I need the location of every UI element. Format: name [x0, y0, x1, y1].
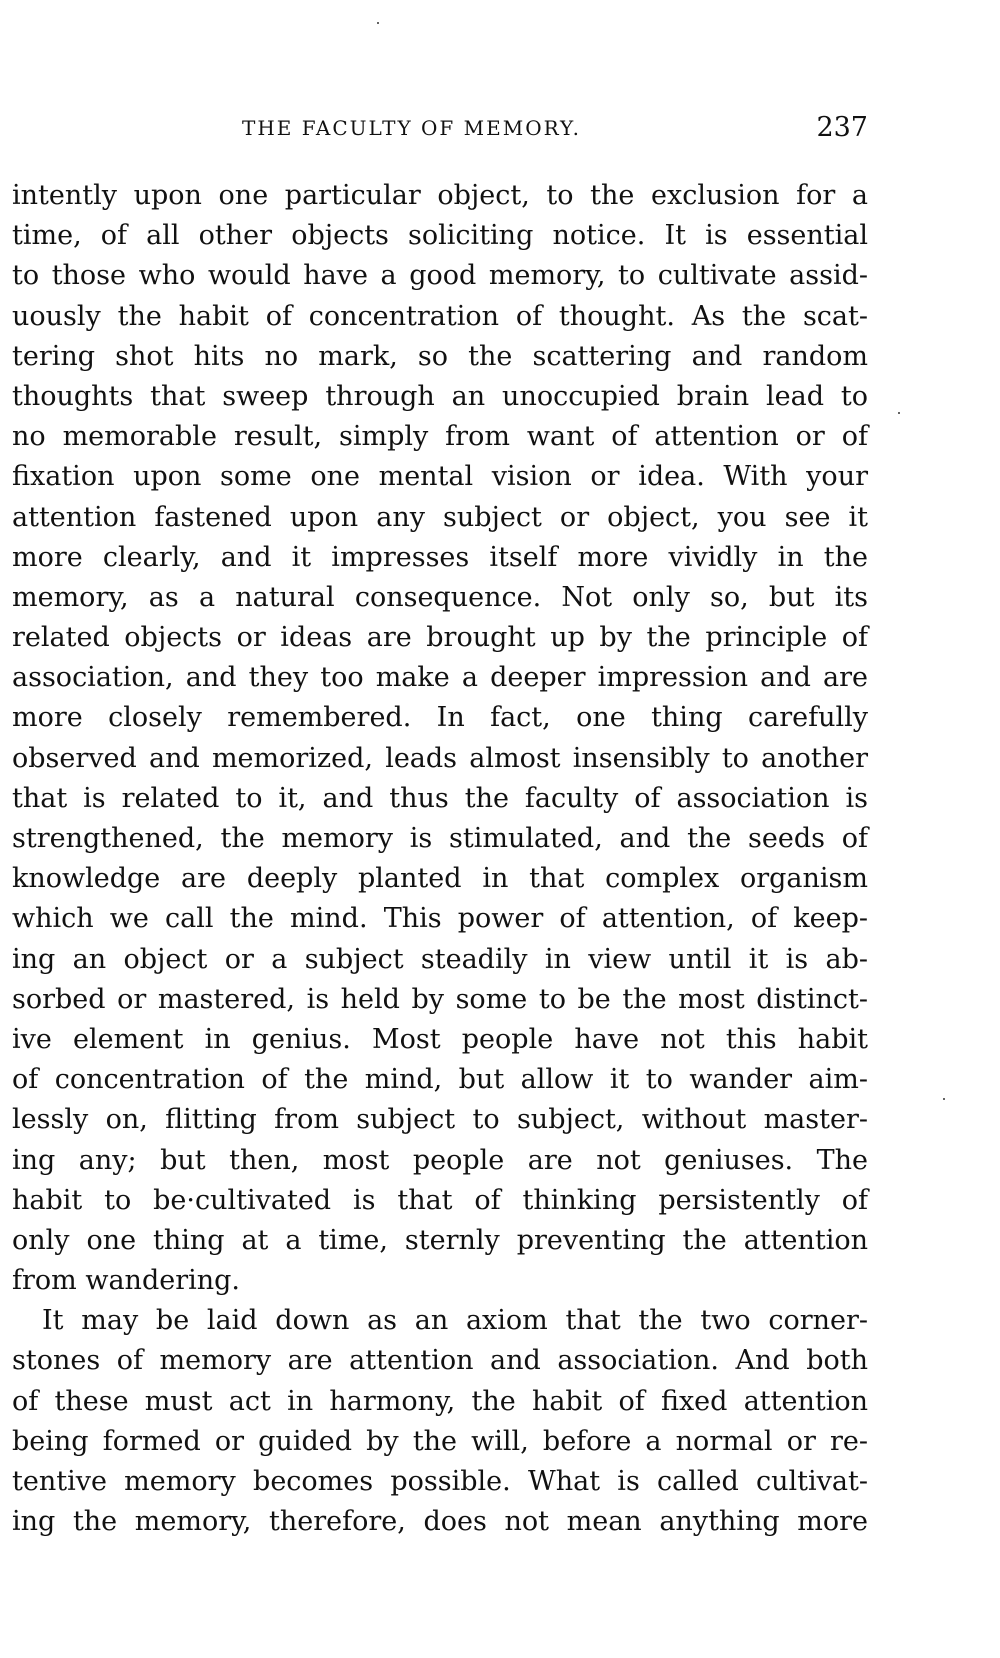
paragraph-2: [12, 1301, 868, 1542]
text-line: ing the memory, therefore, does not mean anything more: [12, 1506, 868, 1538]
text-line: strengthened, the memory is stimulated, and the seeds of: [12, 823, 868, 854]
text-line: tentive memory becomes possible. What is called cultivat-: [12, 1466, 868, 1497]
text-line: sorbed or mastered, is held by some to be the most distinct-: [12, 983, 868, 1015]
text-line: no memorable result, simply from want of attention or of: [12, 421, 868, 453]
text-line: that is related to it, and thus the faculty of association is: [12, 782, 868, 814]
text-line: association, and they too make a deeper impression and are: [12, 662, 868, 694]
text-line: ing any; but then, most people are not geniuses. The: [12, 1144, 868, 1176]
text-line: related objects or ideas are brought up by the principle of: [12, 622, 868, 654]
text-line: which we call the mind. This power of attention, of keep-: [12, 903, 868, 935]
text-line: ive element in genius. Most people have not this habit: [12, 1023, 868, 1055]
text-line: memory, as a natural consequence. Not only so, but its: [12, 581, 868, 613]
body-text: [12, 176, 868, 1542]
text-line: knowledge are deeply planted in that complex organism: [12, 863, 868, 895]
text-line: fixation upon some one mental vision or idea. With your: [12, 461, 868, 493]
text-line: more closely remembered. In fact, one thing carefully: [12, 702, 868, 734]
print-speck: [377, 22, 379, 24]
text-line: only one thing at a time, sternly preventing the attention: [12, 1224, 868, 1256]
text-line: intently upon one particular object, to the exclusion for a: [12, 180, 868, 211]
text-line: of concentration of the mind, but allow it to wander aim-: [12, 1064, 868, 1096]
text-line: stones of memory are attention and association. And both: [12, 1345, 868, 1377]
text-line: ing an object or a subject steadily in view until it is ab-: [12, 943, 868, 975]
text-line: thoughts that sweep through an unoccupied brain lead to: [12, 380, 868, 412]
text-line: to those who would have a good memory, to cultivate assid-: [12, 260, 868, 292]
text-line: from wandering.: [12, 1265, 240, 1297]
text-line: habit to be·cultivated is that of thinking persistently of: [12, 1184, 868, 1216]
print-speck: [943, 1098, 945, 1100]
text-line: attention fastened upon any subject or object, you see it: [12, 501, 868, 533]
text-line: observed and memorized, leads almost insensibly to another: [12, 742, 868, 774]
text-line: tering shot hits no mark, so the scattering and random: [12, 340, 868, 372]
text-line: more clearly, and it impresses itself more vividly in the: [12, 541, 868, 573]
text-line: time, of all other objects soliciting notice. It is essential: [12, 220, 868, 252]
text-line: uously the habit of concentration of thought. As the scat-: [12, 300, 868, 332]
text-line: being formed or guided by the will, before a normal or re-: [12, 1425, 868, 1457]
running-head: [12, 112, 868, 144]
running-title: THE FACULTY OF MEMORY.: [242, 116, 582, 140]
text-line: It may be laid down as an axiom that the two corner-: [42, 1305, 868, 1337]
page-number: 237: [816, 112, 868, 143]
text-line: lessly on, flitting from subject to subject, without master-: [12, 1104, 868, 1136]
print-speck: [898, 412, 900, 414]
paragraph-1: [12, 176, 868, 1301]
text-line: of these must act in harmony, the habit of fixed attention: [12, 1385, 868, 1417]
